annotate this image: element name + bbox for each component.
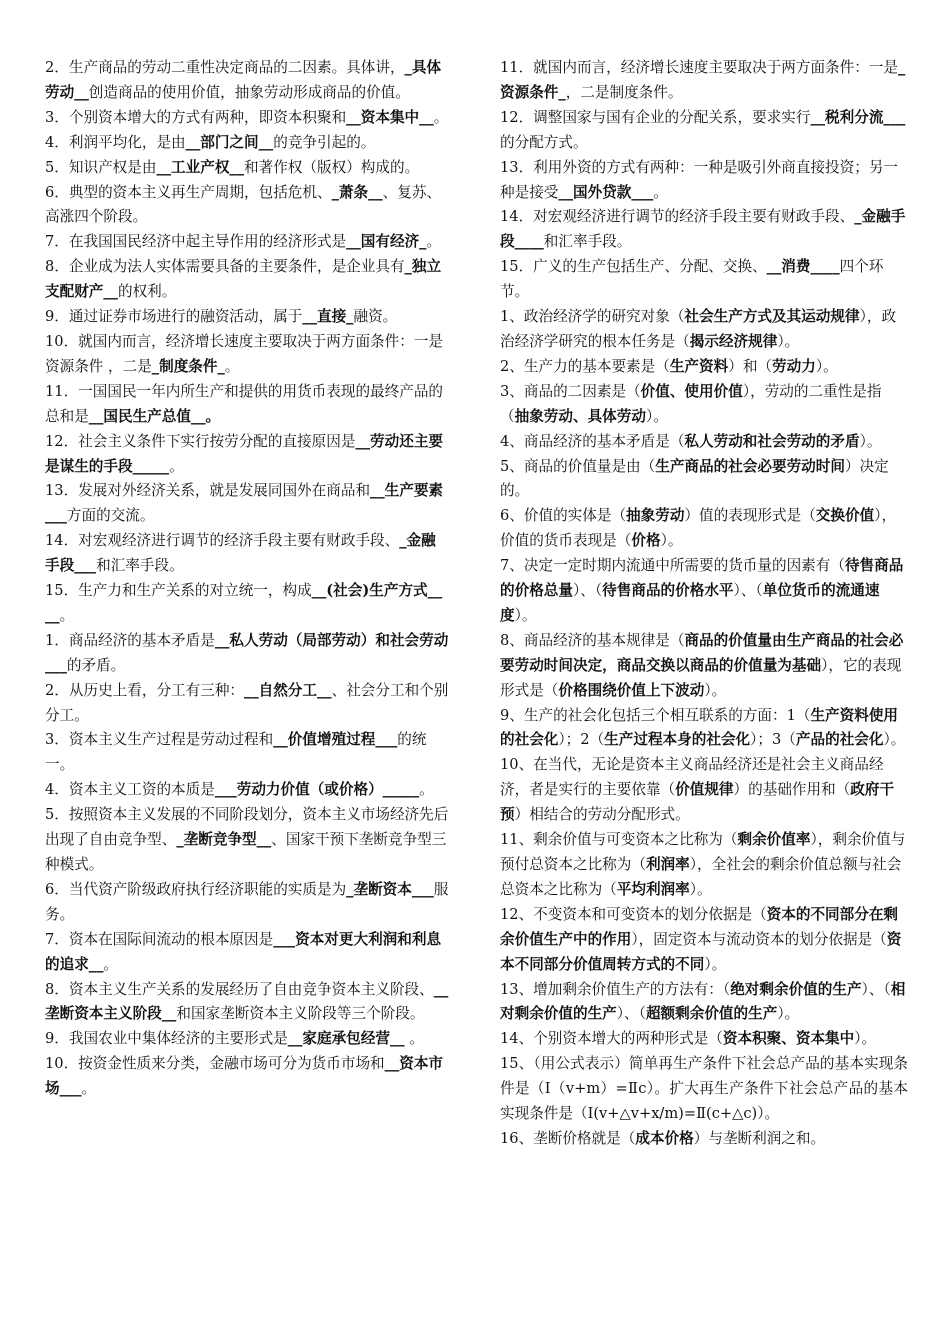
left-question-item <box>45 878 449 928</box>
answer-text: __自然分工__ <box>244 681 332 699</box>
answer-text: _萧条__ <box>331 183 383 201</box>
question-text: ）。 <box>777 332 800 350</box>
answer-text: __家庭承包经营__ <box>287 1030 405 1048</box>
left-column <box>45 56 449 1102</box>
left-question-item <box>45 479 449 529</box>
question-text: 15、（用公式表示）简单再生产条件下社会总产品的基本实现条件是（Ⅰ（v+m）=Ⅱc）。扩大再生产条件下社会总产品的基本实现条件是（Ⅰ(v+△v+x/m)=Ⅱ(c+△c)）。 <box>500 1055 908 1123</box>
right-question-item <box>500 554 908 629</box>
answer-text: __劳动还主要是谋生的手段_____ <box>45 432 444 475</box>
right-question-item <box>500 704 908 754</box>
answer-text: 价值规律 <box>675 781 734 799</box>
question-text: ）；3（ <box>750 731 796 749</box>
answer-text: _垄断竞争型__ <box>176 831 272 849</box>
right-question-item <box>500 828 908 903</box>
right-question-item <box>500 978 908 1028</box>
answer-text: 绝对剩余价值的生产 <box>730 980 862 998</box>
question-text: 6、价值的实体是（ <box>500 507 627 525</box>
answer-text: __国有经济_ <box>346 233 427 251</box>
question-text: 方面的交流。 <box>66 507 155 525</box>
left-question-item <box>45 430 449 480</box>
question-text: ）相结合的劳动分配形式。 <box>514 806 690 824</box>
answer-text: 剩余价值率 <box>737 831 811 849</box>
question-text: 的竞争引起的。 <box>273 133 376 151</box>
right-question-item <box>500 455 908 505</box>
question-text: 10．按资金性质来分类，金融市场可分为货币市场和 <box>45 1055 385 1073</box>
answer-text: 资本积聚、资本集中 <box>722 1030 855 1048</box>
answer-text: 待售商品的价格水平 <box>602 582 734 600</box>
question-text: ），全社会的剩余价值总额与社会总资本之比称为（ <box>500 856 902 898</box>
answer-text: _金融手段____ <box>500 208 906 251</box>
answer-text: 商品的价值量由生产商品的社会必要劳动时间决定，商品交换以商品的价值量为基础 <box>500 631 904 674</box>
answer-text: 揭示经济规律 <box>689 332 778 350</box>
answer-text: 政府干预 <box>500 781 895 824</box>
question-text: 和著作权（版权）构成的。 <box>244 158 420 176</box>
left-question-item <box>45 928 449 978</box>
question-text: 。 <box>426 233 442 251</box>
question-text: 9．我国农业中集体经济的主要形式是 <box>45 1030 288 1048</box>
right-question-item <box>500 629 908 704</box>
question-text: 15．广义的生产包括生产、分配、交换、 <box>500 258 767 276</box>
question-text: ），政治经济学研究的根本任务是（ <box>500 308 897 350</box>
left-question-item <box>45 305 449 330</box>
question-text: 14．对宏观经济进行调节的经济手段主要有财政手段、 <box>45 532 400 550</box>
question-text: ）。 <box>660 532 683 550</box>
question-text: 的统一。 <box>45 731 427 774</box>
question-text: ），劳动的二重性是指（ <box>500 382 882 425</box>
question-text: 和汇率手段。 <box>543 233 632 251</box>
question-text: 。 <box>404 1030 424 1048</box>
left-question-item <box>45 1027 449 1052</box>
question-text: 7．资本在国际间流动的根本原因是 <box>45 930 274 948</box>
question-text: 11、剩余价值与可变资本之比称为（ <box>500 831 738 849</box>
question-text: 6．典型的资本主义再生产周期，包括危机、 <box>45 183 332 201</box>
answer-text: 超额剩余价值的生产 <box>645 1005 778 1023</box>
left-question-item <box>45 131 449 156</box>
right-question-item <box>500 430 908 455</box>
answer-text: 价值、使用价值 <box>640 382 743 400</box>
answer-text: 抽象劳动、具体劳动 <box>514 407 646 425</box>
question-text: 8、商品经济的基本规律是（ <box>500 631 685 649</box>
right-question-item <box>500 205 908 255</box>
answer-text: _独立支配财产__ <box>45 258 442 301</box>
question-text: 9、生产的社会化包括三个相互联系的方面：1（ <box>500 706 811 724</box>
answer-text: 抽象劳动 <box>626 507 685 525</box>
answer-text: __消费____ <box>766 258 840 276</box>
question-text: ）。 <box>777 1005 800 1023</box>
question-text: ）、（ <box>861 980 891 998</box>
question-text: 。 <box>103 955 118 973</box>
question-text: 14、个别资本增大的两种形式是（ <box>500 1030 723 1048</box>
answer-text: __价值增殖过程___ <box>273 731 398 749</box>
question-text: 2．生产商品的劳动二重性决定商品的二因素。具体讲， <box>45 59 405 76</box>
question-text: 5．按照资本主义发展的不同阶段划分，资本主义市场经济先后出现了自由竞争型、 <box>45 806 449 849</box>
question-text: ）。 <box>689 880 712 898</box>
left-question-item <box>45 579 449 629</box>
question-text: 3．资本主义生产过程是劳动过程和 <box>45 731 274 749</box>
question-text: 、社会分工和个别分工。 <box>45 681 449 724</box>
left-question-item <box>45 156 449 181</box>
question-text: 13．利用外资的方式有两种：一种是吸引外商直接投资；另一种是接受 <box>500 158 899 201</box>
answer-text: __垄断资本主义阶段__ <box>45 980 449 1023</box>
left-question-item <box>45 978 449 1028</box>
left-question-item <box>45 529 449 579</box>
question-text: ）。 <box>854 1030 877 1048</box>
question-text: 。 <box>433 108 449 126</box>
question-text: 11．就国内而言，经济增长速度主要取决于两方面条件：一是 <box>500 59 899 76</box>
answer-text: 产品的社会化 <box>795 731 884 749</box>
question-text: 2、生产力的基本要素是（ <box>500 357 670 375</box>
question-text: ），它的表现形式是（ <box>500 656 902 699</box>
answer-text: _金融手段___ <box>45 532 436 575</box>
answer-text: 相对剩余价值的生产 <box>500 980 906 1023</box>
left-question-item <box>45 778 449 803</box>
answer-text: _资源条件_ <box>500 59 906 101</box>
question-text: 11．一国国民一年内所生产和提供的用货币表现的最终产品的总和是 <box>45 382 444 425</box>
question-text: 4、商品经济的基本矛盾是（ <box>500 432 685 450</box>
question-text: ）决定的。 <box>500 457 889 500</box>
question-text: 。 <box>59 606 75 624</box>
answer-text: 生产资料 <box>669 357 729 375</box>
question-text: 8．资本主义生产关系的发展经历了自由竞争资本主义阶段、 <box>45 980 434 998</box>
answer-text: __(社会)生产方式____ <box>45 582 443 624</box>
question-text: 融资。 <box>353 308 398 326</box>
answer-text: ___劳动力价值（或价格）_____ <box>214 781 420 799</box>
question-text: ）。 <box>704 681 727 699</box>
question-text: 3．个别资本增大的方式有两种，即资本积聚和 <box>45 108 347 126</box>
answer-text: ___资本对更大利润和利息的追求__ <box>45 930 442 973</box>
answer-text: 资本的不同部分在剩余价值生产中的作用 <box>500 905 899 948</box>
question-text: 、国家干预下垄断竞争型三种模式。 <box>45 831 447 873</box>
left-question-item <box>45 56 449 106</box>
question-text: ），固定资本与流动资本的划分依据是（ <box>631 930 887 948</box>
answer-text: __资本集中__ <box>346 108 434 126</box>
question-text: ）。 <box>645 407 668 425</box>
left-question-item <box>45 728 449 778</box>
left-question-item <box>45 106 449 131</box>
answer-text: 利润率 <box>645 856 690 873</box>
answer-text: 生产过程本身的社会化 <box>604 731 751 749</box>
question-text: 的矛盾。 <box>66 656 126 674</box>
question-text: ）、（ <box>572 582 603 600</box>
answer-text: 劳动力 <box>772 357 816 375</box>
answer-text: _具体劳动__ <box>45 59 442 101</box>
right-question-item <box>500 1127 908 1152</box>
question-text: 。 <box>419 781 434 799</box>
question-text: 5、商品的价值量是由（ <box>500 457 656 475</box>
question-text: ），剩余价值与预付总资本之比称为（ <box>500 831 906 873</box>
right-question-item <box>500 753 908 828</box>
left-question-item <box>45 629 449 679</box>
left-question-item <box>45 330 449 380</box>
answer-text: 单位货币的流通速度 <box>500 582 880 624</box>
question-text: 10、在当代，无论是资本主义商品经济还是社会主义商品经济，者是实行的主要依靠（ <box>500 756 884 799</box>
left-question-item <box>45 803 449 878</box>
question-text: ）的基础作用和（ <box>733 781 851 799</box>
answer-text: 成本价格 <box>635 1129 694 1147</box>
answer-text: __工业产权__ <box>156 158 245 176</box>
question-text: 2．从历史上看，分工有三种： <box>45 681 245 699</box>
right-question-item <box>500 504 908 554</box>
answer-text: 价格围绕价值上下波动 <box>558 681 705 699</box>
answer-text: 资本不同部分价值周转方式的不同 <box>500 930 902 973</box>
right-question-item <box>500 1027 908 1052</box>
question-text: ）。 <box>859 432 882 450</box>
question-text: 1、政治经济学的研究对象（ <box>500 308 685 326</box>
question-text: 5．知识产权是由 <box>45 158 157 176</box>
answer-text: 生产商品的社会必要劳动时间 <box>655 457 845 475</box>
right-question-item <box>500 106 908 156</box>
right-question-item <box>500 903 908 978</box>
right-question-item <box>500 156 908 206</box>
question-text: ）。 <box>815 357 838 375</box>
question-text: 13、增加剩余价值生产的方法有：（ <box>500 980 731 998</box>
answer-text: __直接_ <box>302 308 354 326</box>
question-text: ，二是制度条件。 <box>565 83 683 101</box>
question-text: 10．就国内而言，经济增长速度主要取决于两方面条件：一是资源条件 ，二是 <box>45 332 444 375</box>
answer-text: 价格 <box>631 532 661 550</box>
question-text: 。 <box>81 1080 97 1098</box>
question-text: 1．商品经济的基本矛盾是 <box>45 631 215 649</box>
answer-text: 待售商品的价格总量 <box>500 557 904 600</box>
right-question-item <box>500 56 908 106</box>
left-question-item <box>45 181 449 231</box>
question-text: 12．调整国家与国有企业的分配关系，要求实行 <box>500 108 811 126</box>
question-text: ）和（ <box>728 357 773 375</box>
question-text: 9．通过证券市场进行的融资活动，属于 <box>45 308 303 326</box>
question-text: ）。 <box>514 606 537 624</box>
left-question-item <box>45 255 449 305</box>
answer-text: __国外贷款___ <box>558 183 654 201</box>
question-text: ）、（ <box>616 1005 646 1023</box>
left-question-item <box>45 380 449 430</box>
question-text: 14．对宏观经济进行调节的经济手段主要有财政手段、 <box>500 208 855 226</box>
question-text: 13．发展对外经济关系，就是发展同国外在商品和 <box>45 482 371 500</box>
right-question-item <box>500 380 908 430</box>
left-question-item <box>45 230 449 255</box>
question-text: 。 <box>224 357 240 375</box>
question-text: ）。 <box>704 955 727 973</box>
question-text: ）与垄断利润之和。 <box>693 1129 826 1147</box>
answer-text: __国民生产总值__。 <box>88 407 221 425</box>
question-text: 7．在我国国民经济中起主导作用的经济形式是 <box>45 233 347 251</box>
right-question-item <box>500 1052 908 1127</box>
question-text: 16、垄断价格就是（ <box>500 1129 636 1147</box>
question-text: 8．企业成为法人实体需要具备的主要条件，是企业具有 <box>45 258 405 276</box>
left-question-item <box>45 1052 449 1102</box>
answer-text: 社会生产方式及其运动规律 <box>684 308 860 326</box>
question-text: 6．当代资产阶级政府执行经济职能的实质是为 <box>45 880 347 898</box>
answer-text: 生产资料使用的社会化 <box>500 706 899 749</box>
question-text: 7、决定一定时期内流通中所需要的货币量的因素有（ <box>500 557 845 575</box>
question-text: 4．资本主义工资的本质是 <box>45 781 215 799</box>
answer-text: __生产要素___ <box>45 482 444 525</box>
right-column <box>500 56 908 1152</box>
question-text: 和国家垄断资本主义阶段等三个阶段。 <box>176 1005 425 1023</box>
right-question-item <box>500 355 908 380</box>
question-text: 四个环节。 <box>500 258 884 301</box>
answer-text: __税利分流___ <box>810 108 906 126</box>
left-question-item <box>45 679 449 729</box>
question-text: 。 <box>169 457 184 475</box>
question-text: 12．社会主义条件下实行按劳分配的直接原因是 <box>45 432 356 450</box>
answer-text: _垄断资本___ <box>346 880 434 898</box>
right-question-item <box>500 255 908 305</box>
question-text: 、复苏、高涨四个阶段。 <box>45 183 442 226</box>
question-text: 4．利润平均化，是由 <box>45 133 186 151</box>
question-text: 创造商品的使用价值，抽象劳动形成商品的价值。 <box>88 83 410 101</box>
question-text: ）、（ <box>733 582 763 600</box>
answer-text: _制度条件_ <box>151 357 225 375</box>
question-text: 12、不变资本和可变资本的划分依据是（ <box>500 905 767 923</box>
question-text: ）；2（ <box>558 731 605 749</box>
question-text: 服务。 <box>45 880 449 923</box>
question-text: ）值的表现形式是（ <box>684 507 816 525</box>
answer-text: __资本市场___ <box>45 1055 444 1098</box>
question-text: ），价值的货币表现是（ <box>500 507 897 550</box>
answer-text: __私人劳动（局部劳动）和社会劳动___ <box>45 631 449 674</box>
question-text: 3、商品的二因素是（ <box>500 382 641 400</box>
answer-text: 私人劳动和社会劳动的矛盾 <box>684 432 860 450</box>
answer-text: 平均利润率 <box>616 880 690 898</box>
question-text: 。 <box>653 183 668 201</box>
right-question-item <box>500 305 908 355</box>
answer-text: 交换价值 <box>815 507 875 525</box>
question-text: 和汇率手段。 <box>96 557 184 575</box>
question-text: 的权利。 <box>117 283 177 301</box>
question-text: ）。 <box>883 731 906 749</box>
question-text: 的分配方式。 <box>500 133 588 151</box>
answer-text: __部门之间__ <box>185 133 274 151</box>
question-text: 15．生产力和生产关系的对立统一，构成 <box>45 582 312 600</box>
